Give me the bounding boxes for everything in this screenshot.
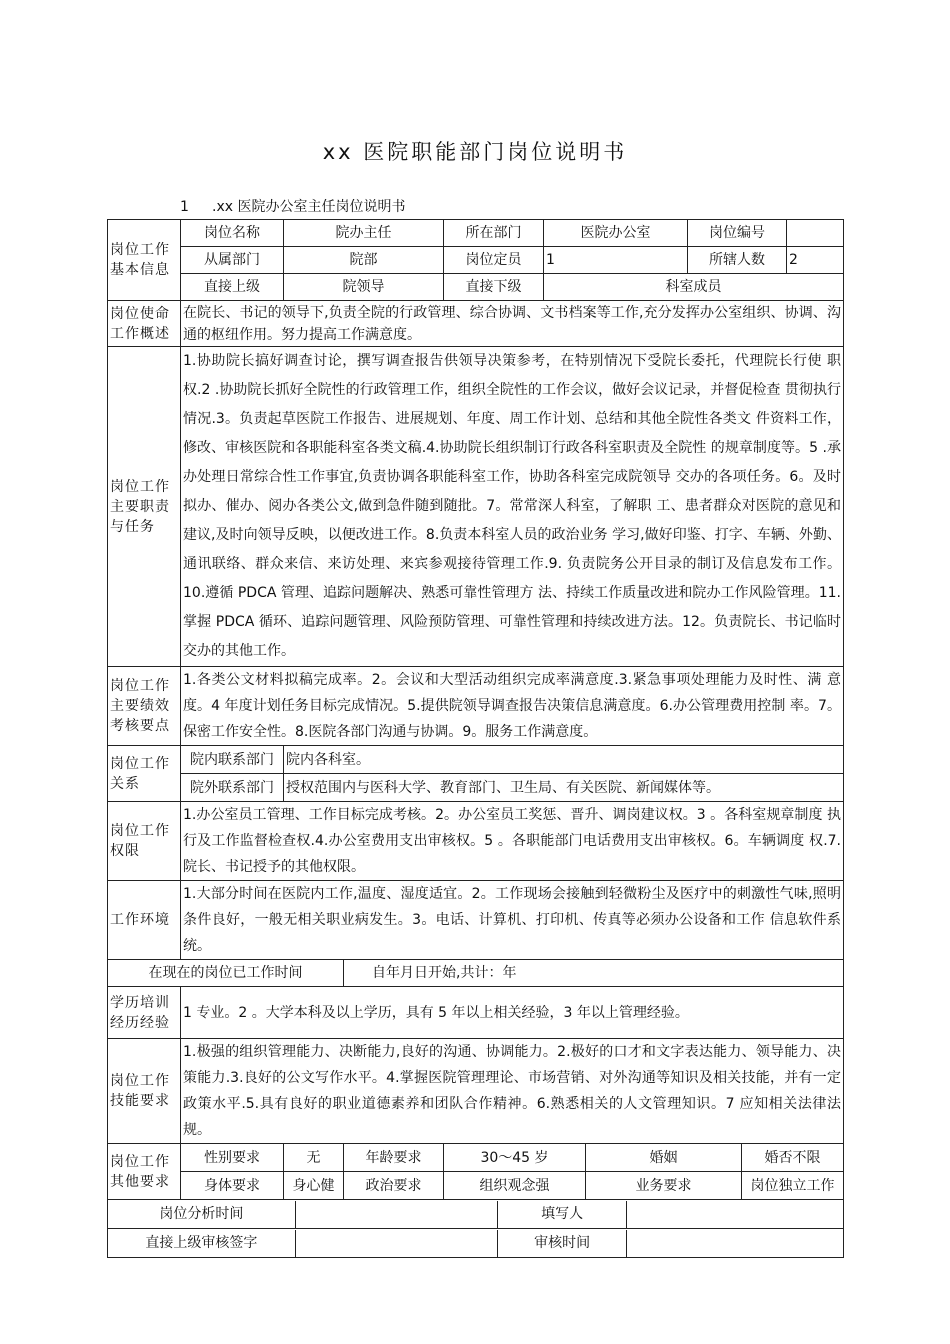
quota-label: 岗位定员	[444, 247, 544, 274]
review-time-value	[627, 1230, 843, 1257]
education-text: 1 专业。2 。大学本科及以上学历，具有 5 年以上相关经验，3 年以上管理经验。	[181, 987, 844, 1039]
environment-row	[108, 881, 844, 960]
other-label: 岗位工作其他要求	[108, 1144, 181, 1200]
authority-row	[108, 802, 844, 881]
mission-text: 在院长、书记的领导下,负责全院的行政管理、综合协调、文书档案等工作,充分发挥办公室组织、协调、沟通的枢纽作用。努力提高工作满意度。	[181, 301, 844, 347]
skills-row	[108, 1039, 844, 1144]
business-value: 岗位独立工作	[742, 1172, 844, 1200]
other-row-2	[108, 1172, 844, 1200]
other-row-1	[108, 1144, 844, 1172]
post-name-value: 院办主任	[284, 220, 444, 247]
footer-row-1	[108, 1200, 844, 1229]
job-description-table	[107, 219, 844, 1258]
duties-label: 岗位工作主要职责与任务	[108, 347, 181, 667]
assessment-label: 岗位工作主要绩效考核要点	[108, 667, 181, 746]
staff-value: 2	[787, 247, 844, 274]
marriage-label: 婚姻	[586, 1144, 742, 1172]
education-label: 学历培训经历经验	[108, 987, 181, 1039]
tenure-row	[108, 960, 844, 987]
parent-value: 院部	[284, 247, 444, 274]
mission-row	[108, 301, 844, 347]
politics-value: 组织观念强	[444, 1172, 586, 1200]
basic-section-label: 岗位工作基本信息	[108, 220, 181, 301]
external-label: 院外联系部门	[181, 774, 284, 802]
education-row	[108, 987, 844, 1039]
gender-value: 无	[284, 1144, 344, 1172]
environment-label: 工作环境	[108, 881, 181, 960]
internal-label: 院内联系部门	[181, 746, 284, 774]
subtitle-number: 1	[180, 199, 189, 215]
dept-value: 医院办公室	[544, 220, 688, 247]
business-label: 业务要求	[586, 1172, 742, 1200]
mission-label: 岗位使命工作概述	[108, 301, 181, 347]
internal-value: 院内各科室。	[284, 746, 844, 774]
authority-text: 1.办公室员工管理、工作目标完成考核。2。办公室员工奖惩、晋升、调岗建议权。3 。各科室规章制度 执行及工作监督检查权.4.办公室费用支出审核权。5 。各职能部门电话费用支出审核权。6。车辆调度 权.7.院长、书记授予的其他权限。	[181, 802, 844, 881]
footer-table-1	[108, 1201, 843, 1228]
politics-label: 政治要求	[344, 1172, 444, 1200]
basic-row-3	[108, 274, 844, 301]
analysis-time-label: 岗位分析时间	[108, 1201, 295, 1228]
section-subtitle	[180, 196, 405, 216]
tenure-label: 在现在的岗位已工作时间	[108, 960, 344, 987]
page-title: xx 医院职能部门岗位说明书	[322, 140, 628, 164]
dept-label: 所在部门	[444, 220, 544, 247]
signature-value	[295, 1230, 497, 1257]
relations-row-internal	[108, 746, 844, 774]
quota-value: 1	[544, 247, 688, 274]
external-value: 授权范围内与医科大学、教育部门、卫生局、有关医院、新闻媒体等。	[284, 774, 844, 802]
subordinate-value: 科室成员	[544, 274, 844, 301]
basic-row-1	[108, 220, 844, 247]
parent-label: 从属部门	[181, 247, 284, 274]
skills-label: 岗位工作技能要求	[108, 1039, 181, 1144]
review-time-label: 审核时间	[498, 1230, 627, 1257]
gender-label: 性别要求	[181, 1144, 284, 1172]
filler-value	[627, 1201, 843, 1228]
relations-label: 岗位工作关系	[108, 746, 181, 802]
basic-row-2	[108, 247, 844, 274]
body-value: 身心健	[284, 1172, 344, 1200]
marriage-value: 婚否不限	[742, 1144, 844, 1172]
analysis-time-value	[295, 1201, 497, 1228]
relations-row-external	[108, 774, 844, 802]
code-label: 岗位编号	[688, 220, 787, 247]
skills-text: 1.极强的组织管理能力、决断能力,良好的沟通、协调能力。2.极好的口才和文字表达能力、领导能力、决策能力.3.良好的公文写作水平。4.掌握医院管理理论、市场营销、对外沟通等知识及相关技能，并有一定政策水平.5.具有良好的职业道德素养和团队合作精神。6.熟悉相关的人文管理知识。7 应知相关法律法规。	[181, 1039, 844, 1144]
superior-label: 直接上级	[181, 274, 284, 301]
signature-label: 直接上级审核签字	[108, 1230, 295, 1257]
environment-text: 1.大部分时间在医院内工作,温度、湿度适宜。2。工作现场会接触到轻微粉尘及医疗中的刺激性气味,照明条件良好，一般无相关职业病发生。3。电话、计算机、打印机、传真等必须办公设备和工作 信息软件系统。	[181, 881, 844, 960]
duties-text: 1.协助院长搞好调查讨论，撰写调查报告供领导决策参考，在特别情况下受院长委托，代理院长行使 职权.2 .协助院长抓好全院性的行政管理工作，组织全院性的工作会议，做好会议记录，并督促检查 贯彻执行情况.3。负责起草医院工作报告、进展规划、年度、周工作计划、总结和其他全院性各类文 件资料工作，修改、审核医院和各职能科室各类文稿.4.协助院长组织制订行政各科室职责及全院性 的规章制度等。5 .承办处理日常综合性工作事宜,负责协调各职能科室工作，协助各科室完成院领导 交办的各项任务。6。及时拟办、催办、阅办各类公文,做到急件随到随批。7。常常深人科室，了解职 工、患者群众对医院的意见和建议,及时向领导反映，以便改进工作。8.负责本科室人员的政治业务 学习,做好印鉴、打字、车辆、外勤、通讯联络、群众来信、来访处理、来宾参观接待管理工作.9. 负责院务公开目录的制订及信息发布工作。10.遵循 PDCA 管理、追踪问题解决、熟悉可靠性管理方 法、持续工作质量改进和院办工作风险管理。11.掌握 PDCA 循环、追踪问题管理、风险预防管理、可靠性管理和持续改进方法。12。负责院长、书记临时交办的其他工作。	[181, 347, 844, 667]
subtitle-text: .xx 医院办公室主任岗位说明书	[212, 199, 406, 215]
age-label: 年龄要求	[344, 1144, 444, 1172]
subordinate-label: 直接下级	[444, 274, 544, 301]
assessment-row	[108, 667, 844, 746]
superior-value: 院领导	[284, 274, 444, 301]
age-value: 30～45 岁	[444, 1144, 586, 1172]
body-label: 身体要求	[181, 1172, 284, 1200]
footer-table-2	[108, 1230, 843, 1257]
filler-label: 填写人	[498, 1201, 627, 1228]
tenure-value: 自年月日开始,共计：年	[344, 960, 844, 987]
authority-label: 岗位工作权限	[108, 802, 181, 881]
assessment-text: 1.各类公文材料拟稿完成率。2。会议和大型活动组织完成率满意度.3.紧急事项处理能力及时性、满 意度。4 年度计划任务目标完成情况。5.提供院领导调查报告决策信息满意度。6.办公管理费用控制 率。7。保密工作安全性。8.医院各部门沟通与协调。9。服务工作满意度。	[181, 667, 844, 746]
footer-row-2	[108, 1229, 844, 1258]
post-name-label: 岗位名称	[181, 220, 284, 247]
code-value	[787, 220, 844, 247]
duties-row	[108, 347, 844, 667]
staff-label: 所辖人数	[688, 247, 787, 274]
